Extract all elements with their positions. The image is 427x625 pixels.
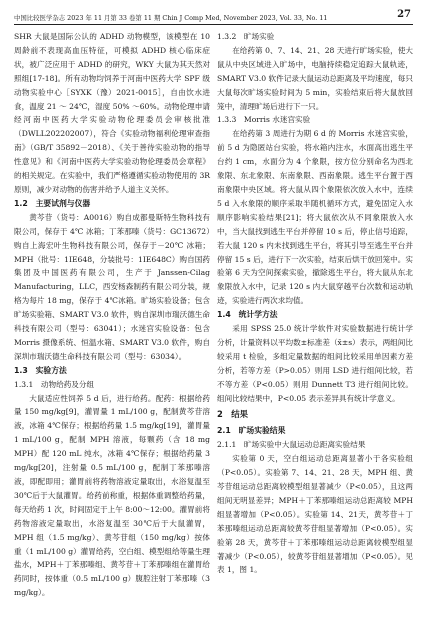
paragraph-morris-water-maze: 在给药第 3 周进行为期 6 d 的 Morris 水迷宫实验，前 5 d 为隐匿站台实验，将水箱内注水，水面高出逃生平台约 1 cm，水面分为 4 个象限，按方位分别命名为西北象限、东北象限、东南象限、西南象限。逃生平台置于西南象限中央区域。将大鼠从四个象限依次放入水中，连续 5 d 入水象限的顺序采取半随机循环方式，避免固定入水顺序影响实验结果[21]；将大鼠依次从不同象限放入水中，当大鼠找到逃生平台并停留 10 s 后，停止信号追踪，若大鼠 120 s 内未找到逃生平台，将其引导至逃生平台并停留 15 s 后，进行下一次实验，结束后烘干放回笼中。实验第 6 天为空间探索实验，撤除逃生平台，将大鼠从东北象限放入水中，记录 120 s 内大鼠穿越平台次数和运动轨迹，实验进行两次求均值。 <box>217 129 413 306</box>
section-heading-1-4: 1.4 统计学方法 <box>217 310 278 320</box>
subsection-heading-2-1-1: 2.1.1 旷场实验中大鼠运动总距离实验结果 <box>217 440 366 450</box>
subsection-heading-1-3-1: 1.3.1 动物给药及分组 <box>14 379 95 389</box>
section-heading-1-2: 1.2 主要试剂与仪器 <box>14 198 91 208</box>
section-heading-1-3: 1.3 实验方法 <box>14 365 67 375</box>
section-heading-2-1: 2.1 旷场实验结果 <box>217 426 286 436</box>
subsection-heading-1-3-2: 1.3.2 旷场实验 <box>217 32 275 41</box>
left-column <box>14 30 210 600</box>
section-heading-2: 2 结果 <box>217 409 248 420</box>
running-header <box>14 9 413 23</box>
paragraph-dosing: 大鼠适应性饲养 5 d 后，进行给药。配药：根据给药量 150 mg/kg[9]，灌胃量 1 mL/100 g，配制黄芩苷溶液，冰箱 4℃保存；根据给药量 1.5 mg/kg[19]，灌胃量 1 mL/100 g，配制 MPH 溶液，每颗药（含 18 mg MPH）配 120 mL 纯水，冰箱 4℃保存；根据给药量 3 mg/kg[20]，注射量 0.5 mL/100 g，配制丁苯那嗪溶液，即配即用；灌胃前将药物溶液定量取出，水浴复温至 30℃后于大鼠灌胃。给药前称重，根据体重调整给药量，每天给药 1 次，时间固定于上午 8:00～12:00。灌胃前将药物溶液定量取出，水浴复温至 30℃后于大鼠灌胃，MPH 组（1.5 mg/kg）、黄芩苷组（150 mg/kg）按体重（1 mL/100 g）灌胃给药，空白组、模型组给等量生理盐水，MPH＋丁苯那嗪组、黄芩苷＋丁苯那嗪组在灌胃给药同时，按体重（0.5 mL/100 g）腹腔注射丁苯那嗪（3 mg/kg）。 <box>14 393 210 598</box>
header-rule <box>14 24 413 25</box>
paragraph-animal-model: SHR 大鼠是国际公认的 ADHD 动物模型，该模型在 10 周龄前不表现高血压特征，可模拟 ADHD 核心临床症状，被广泛应用于 ADHD 的研究，WKY 大鼠为其天然对照组[17-18]。所有动物均饲养于河南中医药大学 SPF 级动物实验中心［SYXK（豫）2021-0015］，自由饮水进食，温度 21 ～ 24℃，湿度 50% ～60%。动物伦理申请经河南中医药大学实验动物伦理委员会审核批准（DWLL202202007），符合《实验动物福利伦理审查指南》（GB/T 35892－2018）、《关于善待实验动物的指导性意见》和《河南中医药大学实验动物伦理委员会章程》的相关规定。在实验中，我们严格遵循实验动物使用的 3R 原则，减少对动物的伤害并给予人道主义关怀。 <box>14 32 210 194</box>
paragraph-results-distance: 实验第 0 天，空白组运动总距离显著小于各实验组（P<0.05）。实验第 7、14、21、28 天，MPH 组、黄芩苷组运动总距离较模型组显著减少（P<0.05），且这两组间无明显差异；MPH＋丁苯那嗪组运动总距离较 MPH 组显著增加（P<0.05）。实验第 14、21天，黄芩苷＋丁苯那嗪组运动总距离较黄芩苷组显著增加（P<0.05）。实验第 28 天，黄芩苷＋丁苯那嗪组运动总距离较模型组显著减少（P<0.05），较黄芩苷组显著增加（P<0.05）。见表 1，图 1。 <box>217 454 413 575</box>
paragraph-open-field: 在给药第 0、7、14、21、28 天进行旷场实验，使大鼠从中央区域进入旷场中，电脑持续稳定追踪大鼠轨迹，SMART V3.0 软件记录大鼠运动总距离及平均速度，每只大鼠每次旷场实验时间为 5 min，实验结束后将大鼠放回笼中，清理旷场后进行下一只。 <box>217 45 413 111</box>
right-column <box>217 30 413 577</box>
journal-info: 中国比较医学杂志 2023 年 11 月第 33 卷第 11 期 Chin J Comp Med, November 2023, Vol. 33, No. 11 <box>14 14 328 22</box>
paragraph-reagents: 黄芩苷（货号：A0016）购自成都曼斯特生物科技有限公司，保存于 4℃ 冰箱；丁苯那嗪（货号：GC13672）购自上海宏叶生物科技有限公司，保存于－20℃ 冰箱；MPH（批号：1IE648，分装批号：1IE648C）购自国药集团及中国医药有限公司，生产于 Janssen-Cilag Manufacturing，LLC，西安杨森制药有限公司分装，规格为每片 18 mg，保存于 4℃冰箱。旷场实验设备；包含旷场实验箱、SMART V3.0 软件，购自深圳市瑞沃德生命科技有限公司（型号：63041）；水迷宫实验设备：包含 Morris 摄像系统、恒温水箱、SMART V3.0 软件，购自深圳市瑞沃德生命科技有限公司（型号：63034）。 <box>14 212 210 361</box>
page-number: 27 <box>397 9 411 20</box>
subsection-heading-1-3-3: 1.3.3 Morris 水迷宫实验 <box>217 115 311 125</box>
paragraph-statistics: 采用 SPSS 25.0 统计学软件对实验数据进行统计学分析，计量资料以平均数±标准差（x̄±s）表示，两组间比较采用 t 检验，多组定量数据的组间比较采用单因素方差分析，若等方差（P>0.05）则用 LSD 进行组间比较，若不等方差（P<0.05）则用 Dunnett T3 进行组间比较。组间比较结果中，P<0.05 表示差异具有统计学意义。 <box>217 324 413 403</box>
